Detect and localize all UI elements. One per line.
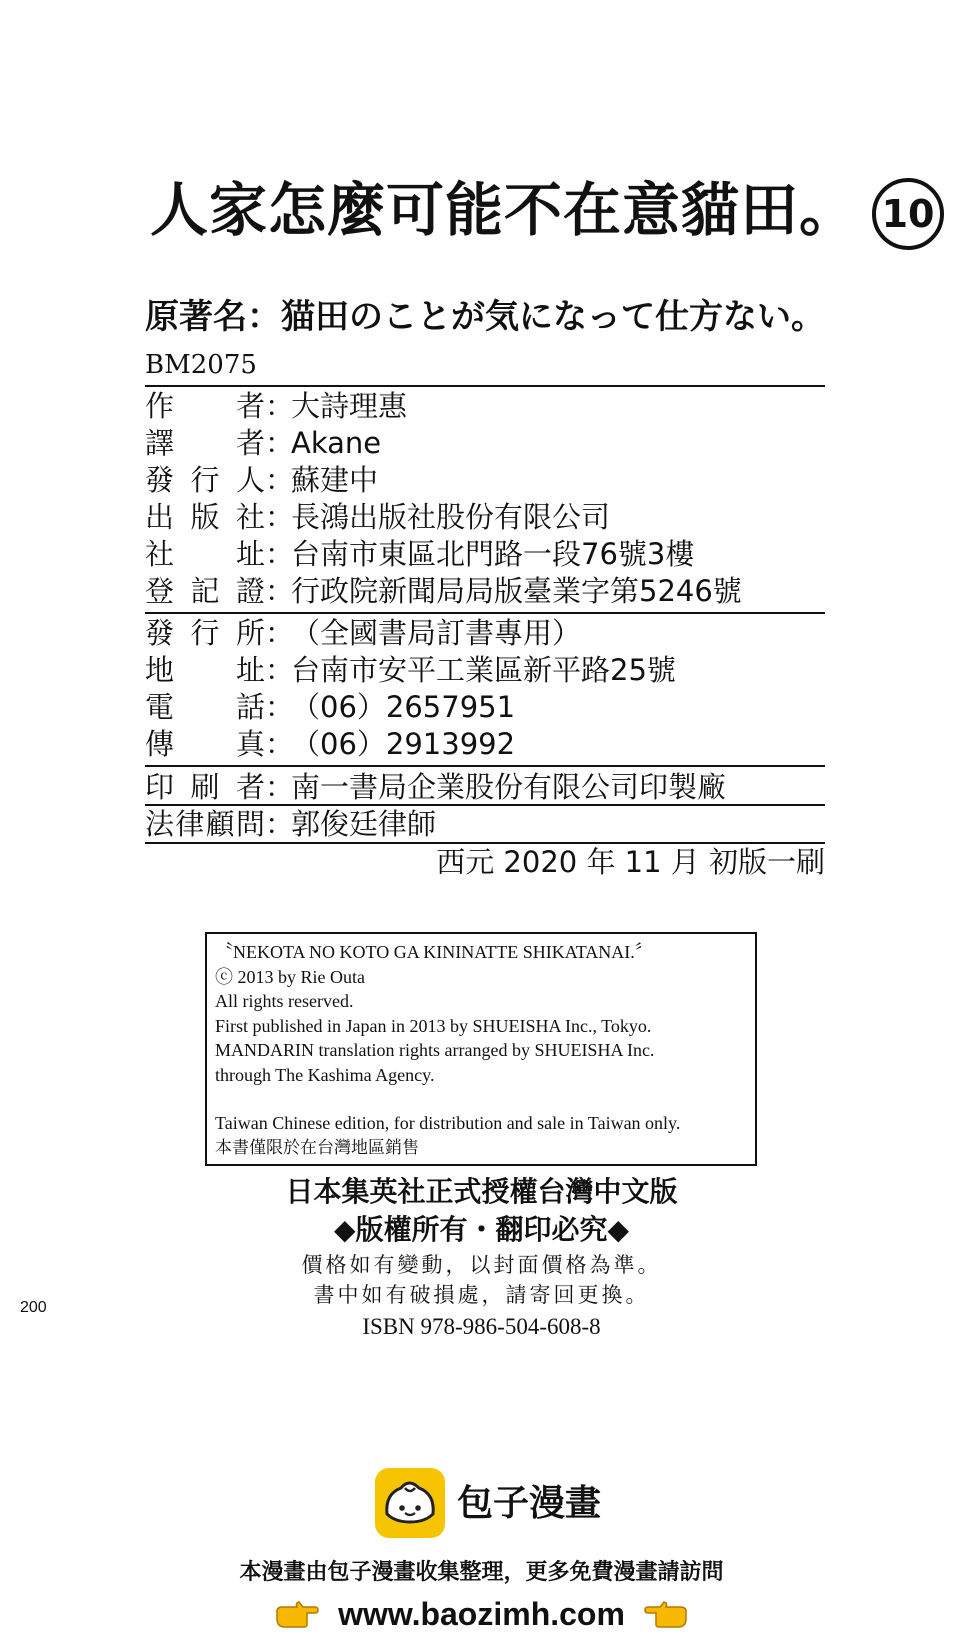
info-label: 出版社 — [145, 500, 265, 534]
info-colon: ： — [265, 537, 295, 571]
logo-text: 包子漫畫 — [457, 1483, 602, 1524]
info-label: 登記證 — [145, 574, 265, 608]
info-row-publisher-person — [145, 461, 845, 499]
info-value: （全國書局訂書專用） — [291, 616, 582, 650]
copyright-line: ⓒ 2013 by Rie Outa — [215, 966, 365, 987]
info-label: 電話 — [145, 690, 265, 724]
bun-mascot-icon — [375, 1468, 445, 1538]
book-title-text: 人家怎麼可能不在意貓田。 — [150, 176, 859, 244]
info-colon: ： — [265, 727, 295, 761]
info-label: 發行所 — [145, 616, 265, 650]
info-value: 台南市安平工業區新平路25號 — [291, 653, 676, 687]
info-value: Akane — [291, 426, 382, 460]
info-row-legal-advisor — [145, 805, 845, 843]
info-value: 蘇建中 — [291, 463, 379, 497]
info-value: 行政院新聞局局版臺業字第5246號 — [291, 574, 742, 608]
info-label: 傳真 — [145, 727, 265, 761]
copyright-line: through The Kashima Agency. — [215, 1064, 435, 1085]
watermark-notice: 本漫畫由包子漫畫收集整理，更多免費漫畫請訪問 — [239, 1560, 724, 1585]
info-colon: ： — [265, 426, 295, 460]
info-label: 法律顧問 — [145, 807, 265, 841]
info-colon: ： — [265, 574, 295, 608]
info-value: 大詩理惠 — [291, 389, 408, 423]
info-row-distributor-address — [145, 651, 845, 689]
edition-date: 西元 2020 年 11 月 初版一刷 — [436, 845, 825, 879]
info-row-address — [145, 535, 845, 573]
info-row-fax — [145, 725, 845, 763]
info-value: （06）2913992 — [291, 727, 516, 761]
info-label: 作者 — [145, 389, 265, 423]
book-title — [150, 170, 935, 250]
pointing-hand-left-icon — [644, 1599, 688, 1629]
info-colon: ： — [265, 770, 295, 804]
info-row-registration — [145, 572, 845, 610]
damage-note: 書中如有破損處，請寄回更換。 — [313, 1283, 650, 1307]
copyright-line: MANDARIN translation rights arranged by SHUEISHA Inc. — [215, 1040, 655, 1060]
copyright-line: 〝NEKOTA NO KOTO GA KININATTE SHIKATANAI.〞 — [215, 942, 653, 962]
info-row-publisher — [145, 498, 845, 536]
copyright-line: 本書僅限於在台灣地區銷售 — [215, 1137, 419, 1158]
spacer — [215, 1087, 747, 1111]
info-row-author — [145, 387, 845, 425]
site-url-row — [0, 1594, 963, 1634]
info-value: 南一書局企業股份有限公司印製廠 — [291, 770, 727, 804]
info-label: 發行人 — [145, 463, 265, 497]
info-value: 台南市東區北門路一段76號3樓 — [291, 537, 695, 571]
info-row-translator — [145, 424, 845, 462]
watermark-logo[interactable] — [375, 1468, 615, 1540]
info-colon: ： — [265, 389, 295, 423]
info-label: 社址 — [145, 537, 265, 571]
info-row-printer — [145, 768, 845, 806]
info-row-phone — [145, 688, 845, 726]
site-url-link[interactable]: www.baozimh.com — [338, 1596, 625, 1632]
page-number: 200 — [20, 1299, 47, 1316]
price-note: 價格如有變動，以封面價格為準。 — [301, 1253, 662, 1277]
info-colon: ： — [265, 463, 295, 497]
info-colon: ： — [265, 690, 295, 724]
info-row-distributor — [145, 614, 845, 652]
original-title: 原著名：猫田のことが気になって仕方ない。 — [145, 297, 825, 337]
info-label: 譯者 — [145, 426, 265, 460]
copyright-box — [205, 932, 757, 1166]
info-label: 印刷者 — [145, 770, 265, 804]
pointing-hand-right-icon — [275, 1599, 319, 1629]
volume-number-badge: 10 — [872, 178, 944, 250]
info-colon: ： — [265, 653, 295, 687]
rights-reserved-line: ◆版權所有・翻印必究◆ — [333, 1213, 630, 1246]
info-value: 郭俊廷律師 — [291, 807, 437, 841]
divider — [145, 765, 825, 767]
info-value: （06）2657951 — [291, 690, 516, 724]
copyright-line: Taiwan Chinese edition, for distribution and sale in Taiwan only. — [215, 1113, 681, 1133]
info-colon: ： — [265, 500, 295, 534]
info-colon: ： — [265, 616, 295, 650]
info-value: 長鴻出版社股份有限公司 — [291, 500, 611, 534]
info-label: 地址 — [145, 653, 265, 687]
info-colon: ： — [265, 807, 295, 841]
isbn: ISBN 978-986-504-608-8 — [362, 1314, 601, 1339]
book-code: BM2075 — [145, 350, 257, 380]
authorization-line: 日本集英社正式授權台灣中文版 — [285, 1175, 678, 1208]
copyright-line: First published in Japan in 2013 by SHUEISHA Inc., Tokyo. — [215, 1015, 652, 1036]
copyright-line: All rights reserved. — [215, 991, 354, 1011]
